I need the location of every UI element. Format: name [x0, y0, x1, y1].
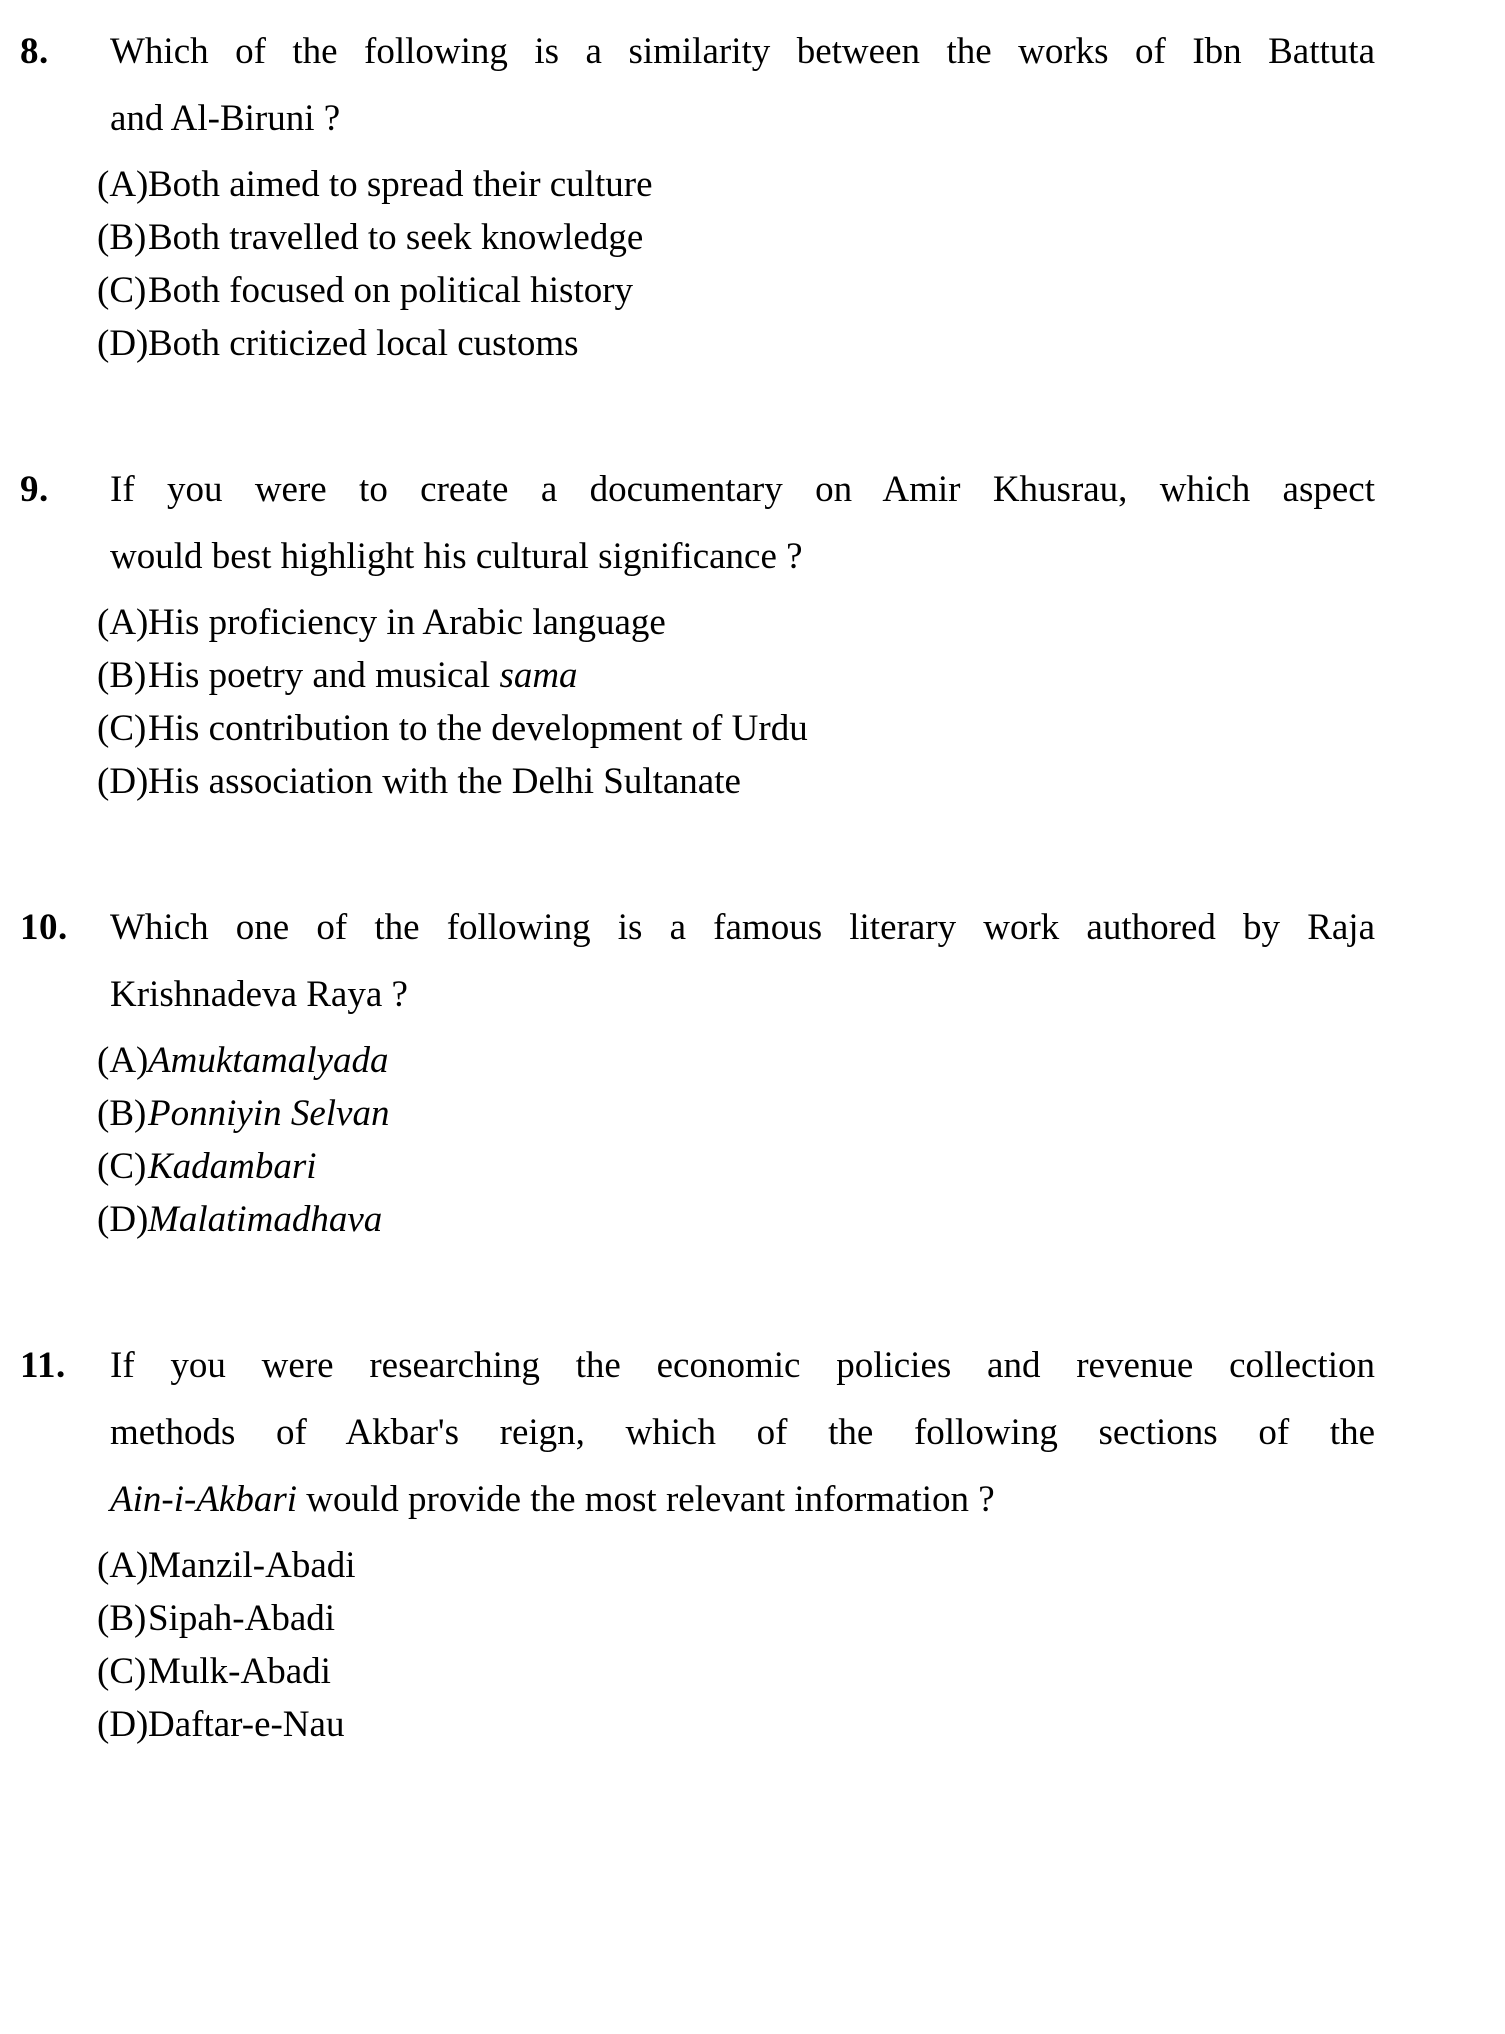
question-block-8 — [0, 0, 1505, 370]
option-text: His proficiency in Arabic language — [148, 602, 666, 643]
option-label: (A) — [97, 164, 149, 205]
option-label: (B) — [97, 655, 147, 696]
option-text: His association with the Delhi Sultanate — [148, 761, 741, 802]
option-text-mixed — [132, 649, 578, 702]
question-8-stem-line-1: Which of the following is a similarity between the works of Ibn Battuta — [110, 31, 1375, 72]
option-label: (A) — [97, 602, 149, 643]
option-label: (C) — [97, 1651, 147, 1692]
option-row[interactable] — [0, 702, 1505, 755]
question-11-stem-line-3-plain: would provide the most relevant information ? — [297, 1479, 995, 1520]
question-block-11 — [0, 1332, 1505, 1751]
question-11-stem-line-1: If you were researching the economic policies and revenue collection — [110, 1345, 1375, 1386]
option-label: (B) — [97, 217, 147, 258]
option-label: (D) — [97, 1199, 149, 1240]
question-11-stem — [110, 1332, 1375, 1533]
option-row[interactable] — [0, 1698, 1505, 1751]
option-text: Ponniyin Selvan — [148, 1093, 390, 1134]
option-text: Daftar-e-Nau — [148, 1704, 345, 1745]
question-9-options — [0, 596, 1505, 808]
question-block-10 — [0, 894, 1505, 1246]
option-row[interactable] — [0, 1034, 1505, 1087]
question-9-stem-row — [0, 456, 1505, 590]
question-10-stem — [110, 894, 1375, 1028]
option-text: Both travelled to seek knowledge — [148, 217, 644, 258]
option-row[interactable] — [0, 211, 1505, 264]
question-11-stem-line-2: methods of Akbar's reign, which of the following sections of the — [110, 1412, 1375, 1453]
option-row[interactable] — [0, 1140, 1505, 1193]
option-text: Both criticized local customs — [148, 323, 579, 364]
question-8-number: 8. — [20, 31, 49, 72]
question-10-options — [0, 1034, 1505, 1246]
work-title-italic: Ain-i-Akbari — [110, 1479, 298, 1520]
question-separator — [0, 808, 1505, 894]
option-text: Both aimed to spread their culture — [148, 164, 653, 205]
option-text: Manzil-Abadi — [148, 1545, 356, 1586]
question-8-stem — [110, 18, 1375, 152]
option-text: Amuktamalyada — [148, 1040, 389, 1081]
question-block-9 — [0, 456, 1505, 808]
option-label: (B) — [97, 1093, 147, 1134]
question-11-stem-line-3 — [110, 1466, 1375, 1533]
option-text: Mulk-Abadi — [148, 1651, 331, 1692]
question-11-stem-row — [0, 1332, 1505, 1533]
option-row[interactable] — [0, 649, 1505, 702]
question-separator — [0, 370, 1505, 456]
option-row[interactable] — [0, 755, 1505, 808]
option-label: (D) — [97, 761, 149, 802]
question-10-stem-line-2: Krishnadeva Raya ? — [110, 974, 408, 1015]
option-text: Kadambari — [148, 1146, 317, 1187]
option-label: (C) — [97, 1146, 147, 1187]
question-separator — [0, 1246, 1505, 1332]
option-row[interactable] — [0, 1087, 1505, 1140]
option-text: His contribution to the development of Urdu — [148, 708, 808, 749]
option-text: Sipah-Abadi — [148, 1598, 336, 1639]
question-10-stem-row — [0, 894, 1505, 1028]
option-label: (A) — [97, 1545, 149, 1586]
option-row[interactable] — [0, 1645, 1505, 1698]
question-8-stem-line-2: and Al-Biruni ? — [110, 98, 341, 139]
option-label: (A) — [97, 1040, 149, 1081]
option-row[interactable] — [0, 1592, 1505, 1645]
question-9-stem — [110, 456, 1375, 590]
option-text: Both focused on political history — [148, 270, 634, 311]
option-row[interactable] — [0, 1193, 1505, 1246]
option-text: Malatimadhava — [148, 1199, 383, 1240]
option-label: (C) — [97, 270, 147, 311]
option-text-plain: His poetry and musical — [148, 655, 500, 696]
question-8-stem-row — [0, 18, 1505, 152]
question-9-stem-line-1: If you were to create a documentary on Amir Khusrau, which aspect — [110, 469, 1375, 510]
question-10-stem-line-1: Which one of the following is a famous literary work authored by Raja — [110, 907, 1375, 948]
question-11-number: 11. — [20, 1345, 66, 1386]
option-text-italic: sama — [499, 655, 578, 696]
option-row[interactable] — [0, 317, 1505, 370]
option-label: (D) — [97, 323, 149, 364]
question-10-number: 10. — [20, 907, 68, 948]
question-9-number: 9. — [20, 469, 49, 510]
question-8-options — [0, 158, 1505, 370]
question-9-stem-line-2: would best highlight his cultural significance ? — [110, 536, 803, 577]
option-row[interactable] — [0, 596, 1505, 649]
option-label: (D) — [97, 1704, 149, 1745]
question-11-options — [0, 1539, 1505, 1751]
option-row[interactable] — [0, 264, 1505, 317]
option-row[interactable] — [0, 1539, 1505, 1592]
option-label: (B) — [97, 1598, 147, 1639]
option-label: (C) — [97, 708, 147, 749]
option-row[interactable] — [0, 158, 1505, 211]
